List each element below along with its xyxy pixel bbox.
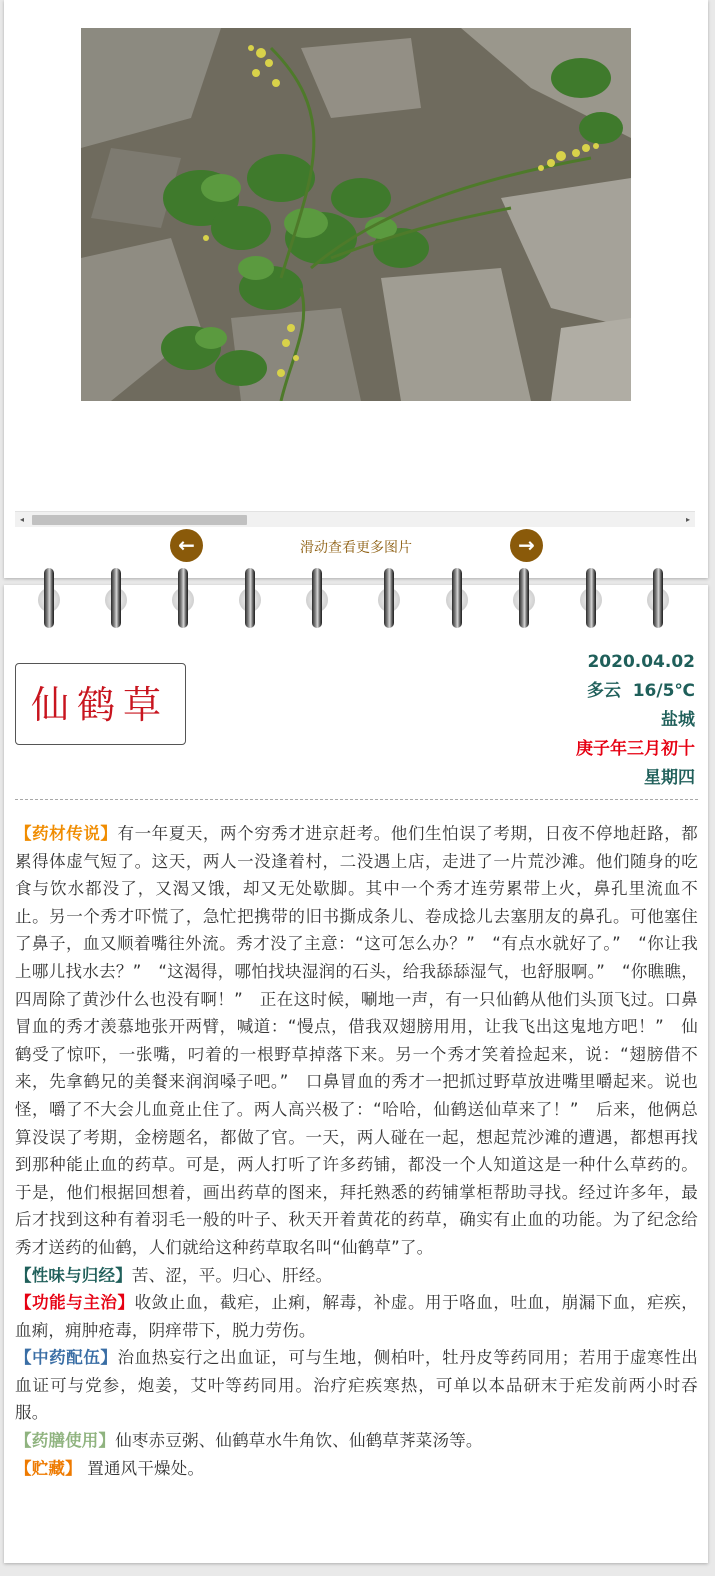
function-tag: 【功能与主治】 xyxy=(15,1293,135,1313)
lunar-date-text: 庚子年三月初十 xyxy=(576,739,695,759)
next-image-button[interactable] xyxy=(510,529,543,562)
herb-name-seal xyxy=(15,663,186,745)
nature-text: 苦、涩，平。归心、肝经。 xyxy=(131,1265,333,1285)
binder-ring-icon xyxy=(239,568,261,630)
herb-photo-illustration xyxy=(81,28,631,401)
seal-script-title xyxy=(30,678,170,730)
legend-paragraph xyxy=(15,820,698,1262)
date-info xyxy=(576,648,695,793)
weather-text: 多云 16/5℃ xyxy=(586,681,695,701)
diet-text: 仙枣赤豆粥、仙鹤草水牛角饮、仙鹤草荠菜汤等。 xyxy=(115,1431,483,1451)
binder-ring-icon xyxy=(580,568,602,630)
scroll-right-icon[interactable]: ▸ xyxy=(685,515,690,524)
combo-text: 治血热妄行之出血证，可与生地，侧柏叶，牡丹皮等药同用；若用于虚寒性出血证可与党参，炮姜，艾叶等药同用。治疗疟疾寒热，可单以本品研末于疟发前两小时吞服。 xyxy=(15,1348,698,1423)
storage-text: 置通风干燥处。 xyxy=(81,1458,205,1478)
swipe-hint: 滑动查看更多图片 xyxy=(300,540,412,556)
legend-text: 有一年夏天，两个穷秀才进京赶考。他们生怕误了考期，日夜不停地赶路，都累得体虚气短了。这天，两人一没逢着村，二没遇上店，走进了一片荒沙滩。他们随身的吃食与饮水都没了，又渴又饿，却又无处歇脚。其中一个秀才连劳累带上火，鼻孔里流血不止。另一个秀才吓慌了，急忙把携带的旧书撕成条儿、卷成捻儿去塞朋友的鼻孔。可他塞住了鼻子，血又顺着嘴往外流。秀才没了主意：“这可怎么办？” “有点水就好了。” “你让我上哪儿找水去？” “这渴得，哪怕找块湿润的石头，给我舔舔湿气，也舒服啊。” “你瞧瞧，四周除了黄沙什么也没有啊！” 正在这时候，唰地一声，有一只仙鹤从他们头顶飞过。口鼻冒血的秀才羡慕地张开两臂，喊道：“慢点，借我双翅膀用用，让我飞出这鬼地方吧！” 仙鹤受了惊吓，一张嘴，叼着的一根野草掉落下来。另一个秀才笑着捡起来，说：“翅膀借不来，先拿鹤兄的美餐来润润嗓子吧。” 口鼻冒血的秀才一把抓过野草放进嘴里嚼起来。说也怪，嚼了不大会儿血竟止住了。两人高兴极了：“哈哈，仙鹤送仙草来了！” 后来，他俩总算没误了考期，金榜题名，都做了官。一天，两人碰在一起，想起荒沙滩的遭遇，都想再找到那种能止血的药草。可是，两人打听了许多药铺，都没一个人知道这是一种什么草药的。于是，他们根据回想着，画出药草的图来，拜托熟悉的药铺掌柜帮助寻找。经过许多年，最后才找到这种有着羽毛一般的叶子、秋天开着黄花的药草，确实有止血的功能。为了纪念给秀才送药的仙鹤，人们就给这种药草取名叫“仙鹤草”了。 xyxy=(15,824,698,1257)
diet-tag: 【药膳使用】 xyxy=(15,1431,116,1451)
scrollbar-thumb[interactable] xyxy=(32,515,247,525)
binder-ring-icon xyxy=(378,568,400,630)
weekday-text: 星期四 xyxy=(644,768,695,788)
binder-ring-icon xyxy=(647,568,669,630)
storage-tag: 【贮藏】 xyxy=(15,1458,82,1478)
binder-ring-icon xyxy=(513,568,535,630)
article-body xyxy=(15,820,698,1482)
date-text: 2020.04.02 xyxy=(587,652,695,672)
nature-paragraph xyxy=(15,1262,698,1290)
binder-ring-icon xyxy=(446,568,468,630)
binder-ring-icon xyxy=(306,568,328,630)
binder-ring-icon xyxy=(105,568,127,630)
combo-tag: 【中药配伍】 xyxy=(15,1348,118,1368)
binder-rings xyxy=(0,568,715,638)
storage-paragraph xyxy=(15,1455,698,1483)
gallery-scrollbar[interactable] xyxy=(15,511,695,527)
binder-ring-icon xyxy=(38,568,60,630)
svg-text:仙鹤草: 仙鹤草 xyxy=(30,683,170,727)
city-text: 盐城 xyxy=(661,710,695,730)
function-text: 收敛止血，截疟，止痢，解毒，补虚。用于咯血，吐血，崩漏下血，疟疾，血痢，痈肿疮毒，阴痒带下，脱力劳伤。 xyxy=(15,1293,698,1340)
nature-tag: 【性味与归经】 xyxy=(15,1265,132,1285)
legend-tag: 【药材传说】 xyxy=(15,824,118,843)
diet-paragraph xyxy=(15,1427,698,1455)
herb-photo[interactable] xyxy=(81,28,631,401)
divider xyxy=(15,799,698,800)
scroll-left-icon[interactable]: ◂ xyxy=(19,515,24,524)
gallery-card xyxy=(4,0,708,578)
function-paragraph xyxy=(15,1289,698,1344)
arrow-left-icon: ← xyxy=(178,533,195,557)
arrow-right-icon: → xyxy=(518,533,535,557)
binder-ring-icon xyxy=(172,568,194,630)
combo-paragraph xyxy=(15,1344,698,1427)
